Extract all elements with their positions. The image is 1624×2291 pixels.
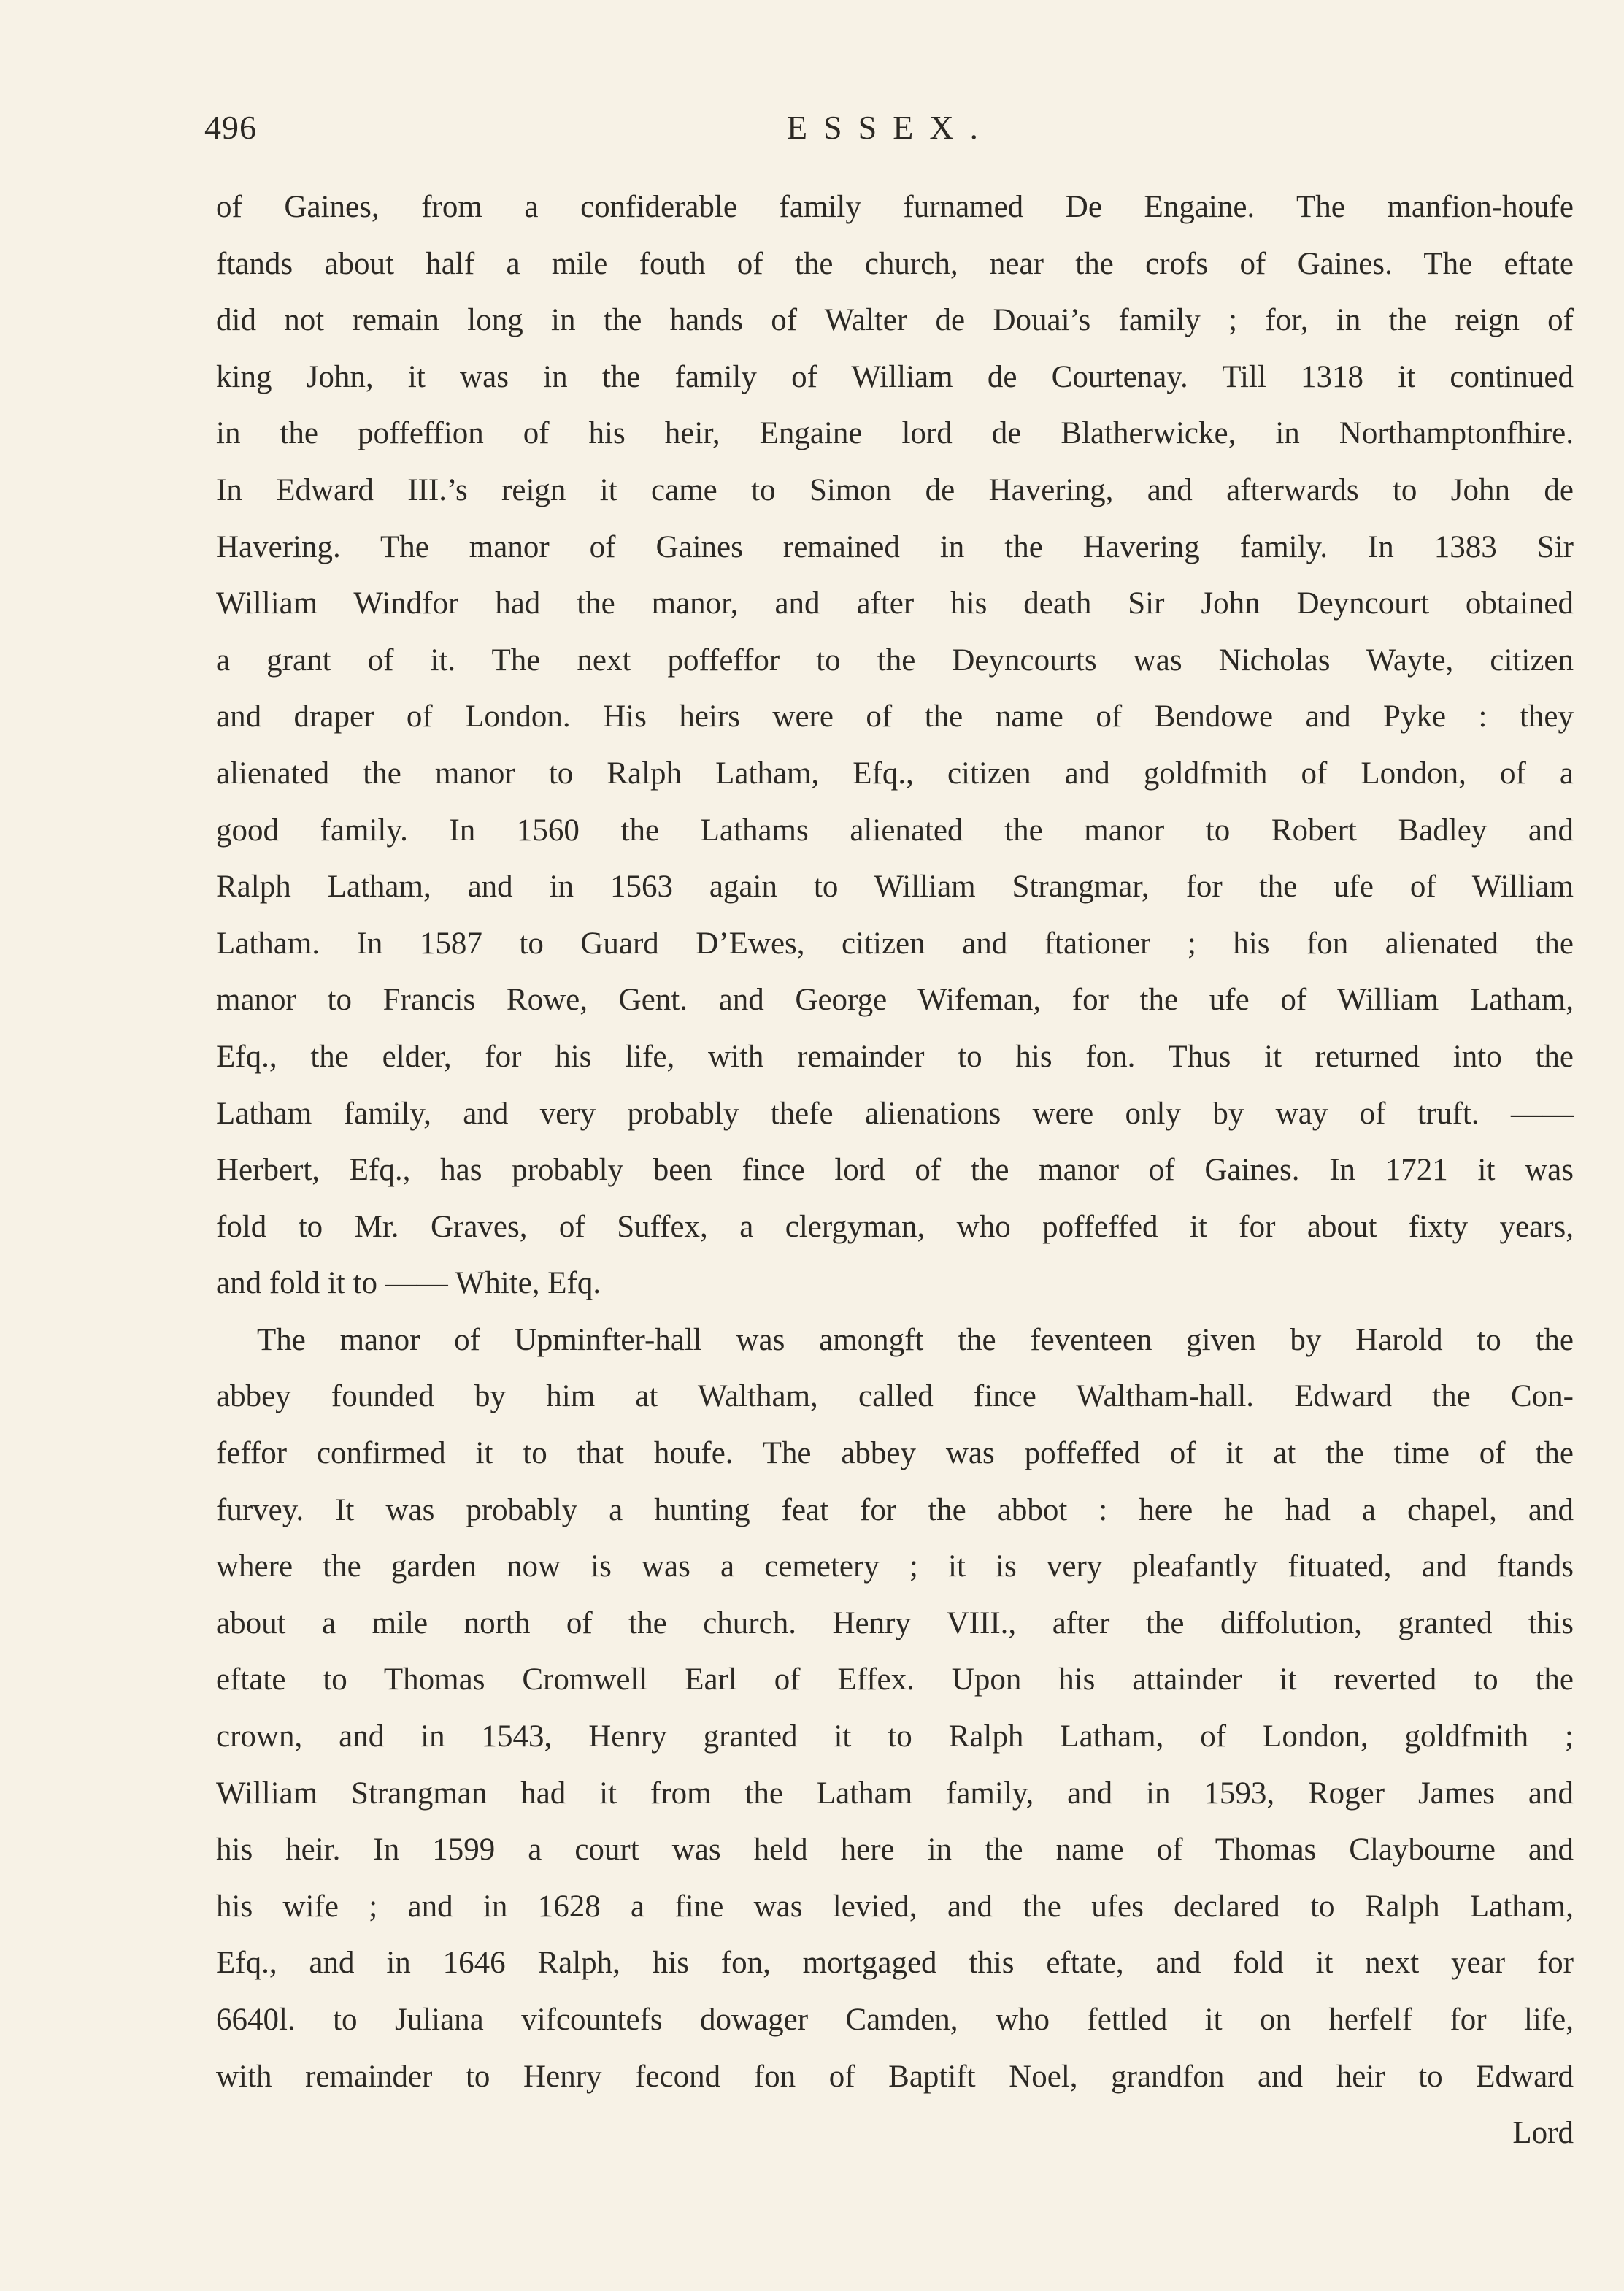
catchword: Lord: [1512, 2116, 1574, 2151]
text-line: Efq., and in 1646 Ralph, his fon, mortgaged this eftate, and fold it next year for: [216, 1946, 1574, 1981]
text-line: and fold it to —— White, Efq.: [216, 1266, 601, 1301]
paragraph: [216, 1312, 1574, 2105]
text-line: ftands about half a mile fouth of the church, near the crofs of Gaines. The eftate: [216, 246, 1574, 281]
text-line: alienated the manor to Ralph Latham, Efq., citizen and goldfmith of London, of a: [216, 756, 1574, 791]
text-line: manor to Francis Rowe, Gent. and George Wifeman, for the ufe of William Latham,: [216, 983, 1574, 1018]
text-line: William Windfor had the manor, and after his death Sir John Deyncourt obtained: [216, 586, 1574, 621]
text-line: with remainder to Henry fecond fon of Baptift Noel, grandfon and heir to Edward: [216, 2059, 1574, 2094]
text-line: did not remain long in the hands of Walter de Douai’s family ; for, in the reign of: [216, 303, 1574, 338]
text-line: The manor of Upminfter-hall was amongft the feventeen given by Harold to the: [257, 1322, 1574, 1357]
text-line: where the garden now is was a cemetery ; it is very pleafantly fituated, and ftands: [216, 1549, 1574, 1584]
text-line: and draper of London. His heirs were of the name of Bendowe and Pyke : they: [216, 699, 1574, 734]
text-line: William Strangman had it from the Latham family, and in 1593, Roger James and: [216, 1776, 1574, 1811]
page-header: [204, 108, 1577, 152]
text-line: his heir. In 1599 a court was held here in the name of Thomas Claybourne and: [216, 1833, 1574, 1868]
text-line: Efq., the elder, for his life, with remainder to his fon. Thus it returned into the: [216, 1039, 1574, 1074]
text-line: a grant of it. The next poffeffor to the Deyncourts was Nicholas Wayte, citizen: [216, 642, 1574, 678]
text-line: king John, it was in the family of William de Courtenay. Till 1318 it continued: [216, 359, 1574, 394]
page-number: 496: [204, 109, 257, 146]
text-line: his wife ; and in 1628 a fine was levied, and the ufes declared to Ralph Latham,: [216, 1889, 1574, 1924]
text-line: In Edward III.’s reign it came to Simon de Havering, and afterwards to John de: [216, 472, 1574, 507]
text-line: Ralph Latham, and in 1563 again to William Strangmar, for the ufe of William: [216, 870, 1574, 905]
body-text: [216, 179, 1574, 2162]
text-line: Herbert, Efq., has probably been fince lord of the manor of Gaines. In 1721 it was: [216, 1153, 1574, 1188]
text-line: fold to Mr. Graves, of Suffex, a clergyman, who poffeffed it for about fixty years,: [216, 1209, 1574, 1244]
text-line: Latham. In 1587 to Guard D’Ewes, citizen and ftationer ; his fon alienated the: [216, 926, 1574, 961]
text-line: feffor confirmed it to that houfe. The abbey was poffeffed of it at the time of the: [216, 1436, 1574, 1471]
text-line: of Gaines, from a confiderable family furnamed De Engaine. The manfion-houfe: [216, 190, 1574, 224]
running-title: ESSEX.: [786, 109, 995, 146]
text-line: about a mile north of the church. Henry VIII., after the diffolution, granted this: [216, 1605, 1574, 1640]
text-line: 6640l. to Juliana vifcountefs dowager Camden, who fettled it on herfelf for life,: [216, 2003, 1574, 2037]
text-line: eftate to Thomas Cromwell Earl of Effex. Upon his attainder it reverted to the: [216, 1662, 1574, 1697]
text-line: abbey founded by him at Waltham, called fince Waltham-hall. Edward the Con-: [216, 1379, 1574, 1414]
text-line: furvey. It was probably a hunting feat for the abbot : here he had a chapel, and: [216, 1492, 1574, 1527]
paragraph: [216, 179, 1574, 1312]
text-line: crown, and in 1543, Henry granted it to Ralph Latham, of London, goldfmith ;: [216, 1719, 1574, 1754]
text-line: Havering. The manor of Gaines remained in the Havering family. In 1383 Sir: [216, 529, 1574, 564]
text-line: good family. In 1560 the Lathams alienated the manor to Robert Badley and: [216, 813, 1574, 848]
text-line: Latham family, and very probably thefe alienations were only by way of truft. ——: [216, 1096, 1574, 1131]
text-line: in the poffeffion of his heir, Engaine lord de Blatherwicke, in Northamptonfhire.: [216, 416, 1574, 451]
